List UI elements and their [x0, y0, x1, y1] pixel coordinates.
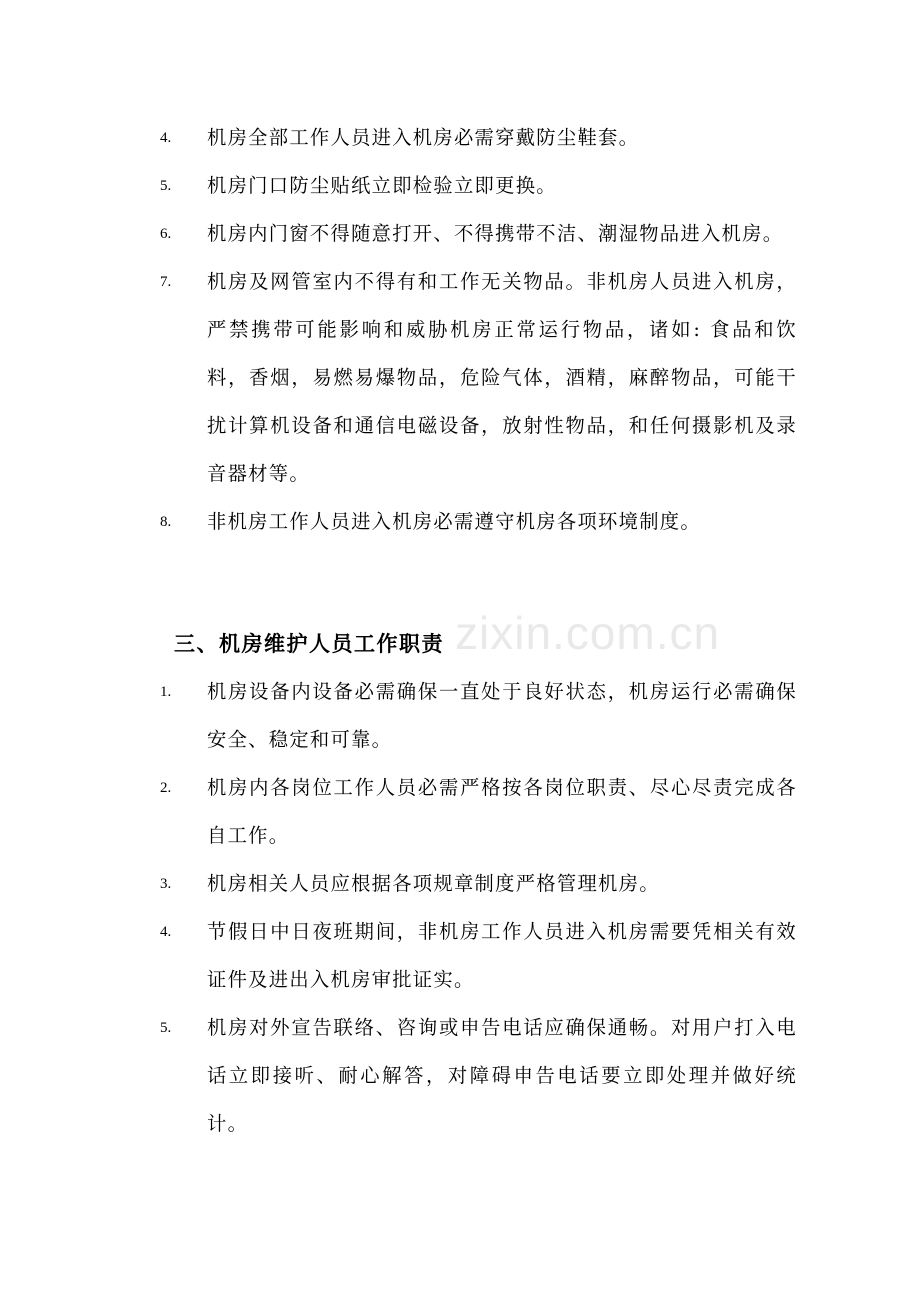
- list-item-number: 3.: [160, 876, 172, 892]
- list-item-number: 5.: [160, 1020, 172, 1036]
- list-item-number: 7.: [160, 274, 172, 290]
- list-item-text: 节假日中日夜班期间，非机房工作人员进入机房需要凭相关有效证件及进出入机房审批证实。: [207, 920, 797, 991]
- watermark: zixin.com.cn: [455, 607, 721, 659]
- list-item: [160, 860, 800, 908]
- list-item: [160, 162, 800, 210]
- list-item-number: 6.: [160, 226, 172, 242]
- list-item-number: 1.: [160, 684, 172, 700]
- list-item-number: 4.: [160, 924, 172, 940]
- list-item: [160, 668, 800, 764]
- list-item-text: 机房及网管室内不得有和工作无关物品。非机房人员进入机房，严禁携带可能影响和威胁机房正常运行物品，诸如: 食品和饮料，香烟，易燃易爆物品，危险气体，酒精，麻醉物品，可能干扰计算机设备和通信电磁设备，放射性物品，和任何摄影机及录音器材等。: [207, 270, 797, 485]
- list-item: [160, 258, 800, 498]
- list-item-number: 8.: [160, 514, 172, 530]
- list-item-number: 5.: [160, 178, 172, 194]
- list-item: [160, 908, 800, 1004]
- list-item: [160, 114, 800, 162]
- list-item: [160, 498, 800, 546]
- list-item-text: 机房设备内设备必需确保一直处于良好状态，机房运行必需确保安全、稳定和可靠。: [207, 680, 797, 751]
- list-item-text: 机房门口防尘贴纸立即检验立即更换。: [207, 174, 557, 197]
- list-item-text: 机房内门窗不得随意打开、不得携带不洁、潮湿物品进入机房。: [207, 222, 784, 245]
- list-item-text: 机房对外宣告联络、咨询或申告电话应确保通畅。对用户打入电话立即接听、耐心解答，对障碍申告电话要立即处理并做好统计。: [207, 1016, 797, 1135]
- list-item: [160, 210, 800, 258]
- section-heading: 三、机房维护人员工作职责: [174, 632, 444, 656]
- list-item-text: 非机房工作人员进入机房必需遵守机房各项环境制度。: [207, 510, 701, 533]
- list-item: [160, 764, 800, 860]
- list-item-number: 4.: [160, 130, 172, 146]
- list-item-text: 机房相关人员应根据各项规章制度严格管理机房。: [207, 872, 660, 895]
- list-item-text: 机房内各岗位工作人员必需严格按各岗位职责、尽心尽责完成各自工作。: [207, 776, 797, 847]
- list-item-number: 2.: [160, 780, 172, 796]
- list-item: [160, 1004, 800, 1148]
- list-item-text: 机房全部工作人员进入机房必需穿戴防尘鞋套。: [207, 126, 640, 149]
